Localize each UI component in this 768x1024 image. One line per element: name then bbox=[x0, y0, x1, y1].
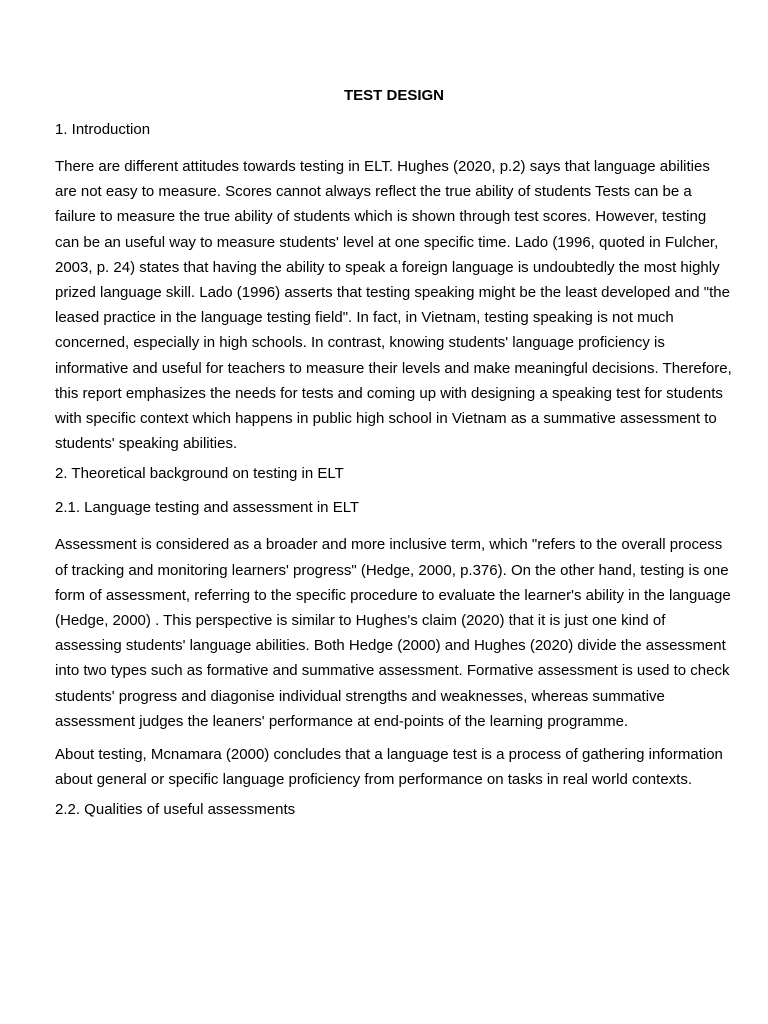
testing-paragraph: About testing, Mcnamara (2000) concludes that a language test is a process of gathering information about general or specific language proficiency from performance on tasks in real world contexts. bbox=[55, 746, 723, 789]
section-heading-introduction: 1. Introduction bbox=[55, 121, 151, 138]
document-title: TEST DESIGN bbox=[343, 87, 444, 104]
assessment-paragraph: Assessment is considered as a broader and more inclusive term, which "refers to the overall process of tracking and monitoring learners' progress" (Hedge, 2000, p.376). On the other hand, testing is one form of assessment, referring to the specific procedure to evaluate the learner's ability in the language (Hedge, 2000) . This perspective is similar to Hughes's claim (2020) that it is just one kind of assessing students' language abilities. Both Hedge (2000) and Hughes (2020) divide the assessment into two types such as formative and summative assessment. Formative assessment is used to check students' progress and diagonise individual strengths and weaknesses, whereas summative assessment judges the leaners' performance at end-points of the learning programme. bbox=[55, 536, 731, 730]
section-heading-theoretical-background: 2. Theoretical background on testing in ELT bbox=[55, 465, 344, 483]
document-page bbox=[55, 86, 733, 834]
section-heading-qualities: 2.2. Qualities of useful assessments bbox=[55, 801, 296, 819]
introduction-paragraph: There are different attitudes towards testing in ELT. Hughes (2020, p.2) says that language abilities are not easy to measure. Scores cannot always reflect the true ability of students Tests can be a failure to measure the true ability of students which is shown through test scores. However, testing can be an useful way to measure students' level at one specific time. Lado (1996, quoted in Fulcher, 2003, p. 24) states that having the ability to speak a foreign language is undoubtedly the most highly prized language skill. Lado (1996) asserts that testing speaking might be the least developed and "the leased practice in the language testing field". In fact, in Vietnam, testing speaking is not much concerned, especially in high schools. In contrast, knowing students' language proficiency is informative and useful for teachers to measure their levels and make meaningful decisions. Therefore, this report emphasizes the needs for tests and coming up with designing a speaking test for students with specific context which happens in public high school in Vietnam as a summative assessment to students' speaking abilities. bbox=[55, 158, 732, 453]
section-heading-language-testing: 2.1. Language testing and assessment in ELT bbox=[55, 499, 360, 517]
